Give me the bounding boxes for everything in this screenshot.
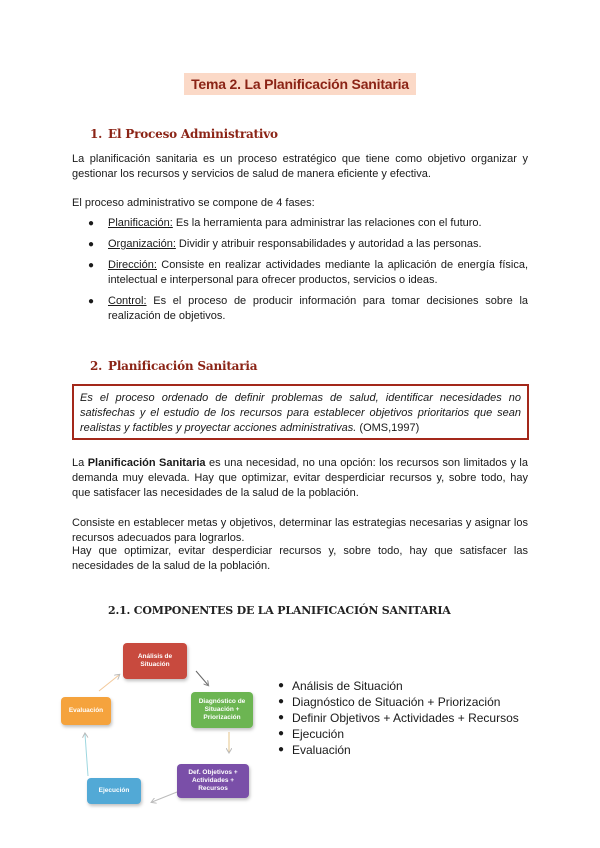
definition-quote-box [72,384,529,440]
section-2-paragraph-3: Hay que optimizar, evitar desperdiciar recursos y, sobre todo, hay que satisfacer las necesidades de la salud de la población. [72,545,528,572]
component-item [278,710,519,726]
phase-term: Planificación: [108,217,173,229]
para1-prefix: La [72,457,88,469]
node-line: Situación [140,661,170,668]
node-line: Análisis de [137,653,173,660]
section-1-title: El Proceso Administrativo [108,127,278,141]
section-2-paragraph-1 [72,456,528,501]
component-item [278,726,519,742]
subsection-2-1-heading: 2.1. COMPONENTES DE LA PLANIFICACIÓN SANITARIA [108,604,451,617]
node-analisis-situacion [123,643,187,679]
component-text: Diagnóstico de Situación + Priorización [292,695,501,709]
section-1-paragraph-1: La planificación sanitaria es un proceso estratégico que tiene como objetivo organizar y gestionar los recursos y servicios de salud de manera eficiente y efectiva. [72,153,528,180]
bullet-icon: ● [278,680,285,691]
node-def-objetivos [177,764,249,798]
phase-term: Control: [108,295,147,307]
bullet-icon: ● [278,728,285,739]
bullet-icon: ● [88,296,95,307]
phase-item [72,294,528,324]
para1-rest: es una necesidad, no una opción: los recursos son limitados y la demanda muy elevada. Hay que optimizar, evitar desperdiciar recursos y, sobre todo, hay que satisfacer las necesidades de la salud de la población. [72,457,528,499]
component-item [278,678,519,694]
node-line: Recursos [198,785,228,792]
section-2-heading [90,359,257,373]
section-1-paragraph-2: El proceso administrativo se compone de 4 fases: [72,197,315,209]
node-line: Evaluación [68,707,104,714]
node-line: Actividades + [191,777,235,784]
phase-item [72,216,528,231]
bullet-icon: ● [88,218,95,229]
section-2-number: 2. [90,359,103,373]
component-text: Evaluación [292,743,351,757]
bullet-icon: ● [88,260,95,271]
node-evaluacion [61,697,111,725]
bullet-icon: ● [278,744,285,755]
phase-text: Dividir y atribuir responsabilidades y autoridad a las personas. [175,238,482,250]
phase-text: Consiste en realizar actividades mediante la aplicación de energía física, intelectual e interpersonal para ofrecer productos, servicios o ideas. [108,259,528,286]
bullet-icon: ● [278,712,285,723]
arrow-4 [85,734,88,776]
bullet-icon: ● [278,696,285,707]
section-1-number: 1. [90,127,103,141]
phase-item [72,237,528,252]
component-text: Análisis de Situación [292,679,403,693]
para1-bold-term: Planificación Sanitaria [87,457,206,469]
node-line: Diagnóstico de [198,698,246,705]
phase-text: Es la herramienta para administrar las relaciones con el futuro. [172,217,482,229]
node-line: Situación + [204,706,240,713]
phase-term: Dirección: [108,259,157,271]
component-text: Definir Objetivos + Actividades + Recursos [292,711,519,725]
node-line: Def. Objetivos + [188,769,238,776]
quote-text: Es el proceso ordenado de definir problemas de salud, identificar necesidades no satisfechas y el estudio de los recursos para establecer objetivos prioritarios que sean realistas y factibles y proyectar acciones administrativas. [80,392,521,434]
component-text: Ejecución [292,727,345,741]
quote-source: (OMS,1997) [356,422,420,434]
component-item [278,742,519,758]
node-line: Ejecución [98,787,130,794]
component-item [278,694,519,710]
document-title: Tema 2. La Planificación Sanitaria [184,73,416,95]
node-ejecucion [87,778,141,804]
section-2-paragraph-2: Consiste en establecer metas y objetivos, determinar las estrategias necesarias y asignar los recursos adecuados para lograrlos. [72,517,528,544]
bullet-icon: ● [88,239,95,250]
section-2-title: Planificación Sanitaria [108,359,258,373]
title-container [0,73,600,95]
phases-list [72,216,528,330]
arrow-5 [99,675,119,691]
node-line: Priorización [203,714,241,721]
components-list [278,678,519,758]
node-diagnostico [191,692,253,728]
planning-cycle-diagram [55,640,265,810]
arrow-1 [196,671,208,685]
phase-item [72,258,528,288]
phase-text: Es el proceso de producir información para tomar decisiones sobre la realización de objetivos. [108,295,528,322]
phase-term: Organización: [108,238,176,250]
arrow-3 [152,792,177,802]
section-1-heading [90,127,278,141]
